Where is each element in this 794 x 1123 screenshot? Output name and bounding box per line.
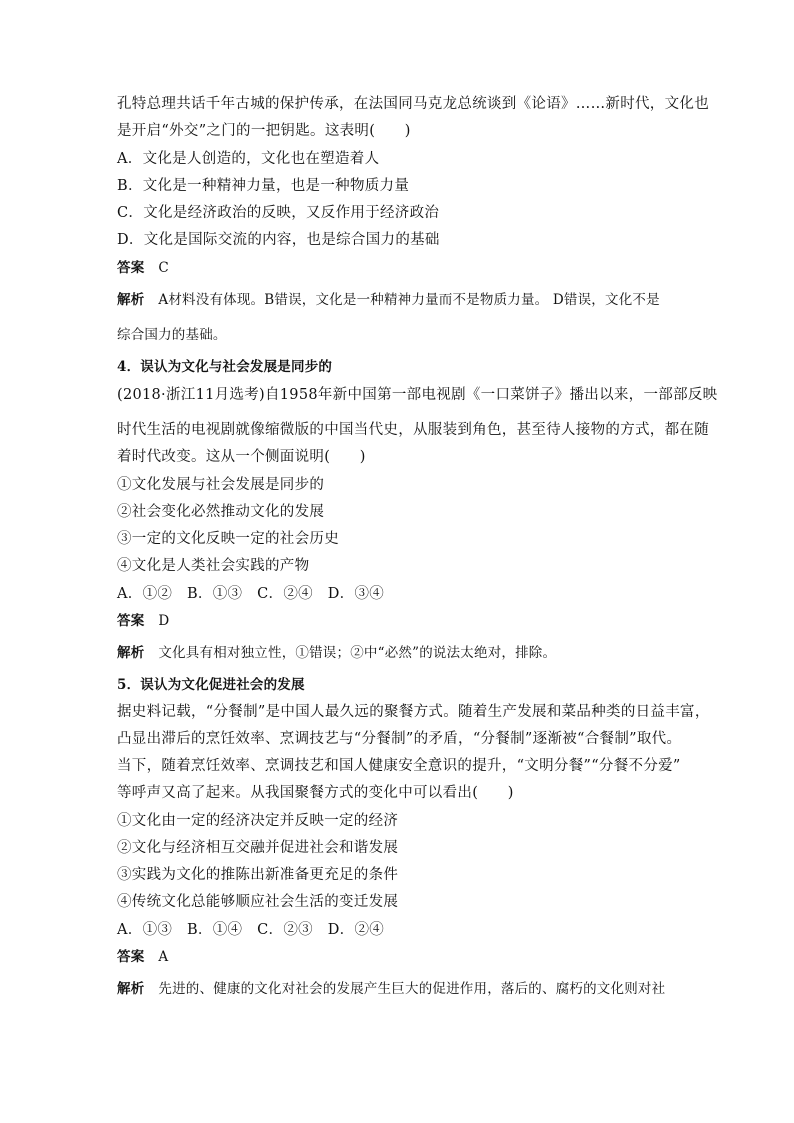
s5-stem-line-3: 当下，随着烹饪效率、烹调技艺和国人健康安全意识的提升，“文明分餐”“分餐不分爱” [117,758,681,774]
analysis-label: 解析 [117,981,145,997]
s5-item-4: ④传统文化总能够顺应社会生活的变迁发展 [117,894,399,910]
analysis-label: 解析 [117,645,145,661]
q3-analysis [117,290,660,310]
q3-stem-line-2: 是开启“外交”之门的一把钥匙。这表明( ) [117,123,411,139]
s4-stem-line-2: 时代生活的电视剧就像缩微版的中国当代史，从服装到角色，甚至待人接物的方式，都在随 [117,422,709,438]
analysis-label: 解析 [117,292,145,308]
s4-answer [117,611,169,631]
answer-label: 答案 [117,613,145,629]
s5-stem-line-1: 据史料记载，“分餐制”是中国人最久远的聚餐方式。随着生产发展和菜品种类的日益丰富， [117,704,710,720]
s4-choices: A．①② B．①③ C．②④ D．③④ [117,586,385,602]
q3-answer [117,258,169,278]
s5-item-3: ③实践为文化的推陈出新准备更充足的条件 [117,867,399,883]
s5-answer [117,947,168,967]
s4-analysis [117,643,556,663]
answer-value: C [158,260,169,276]
s4-stem-line-1: (2018·浙江11月选考)自1958年新中国第一部电视剧《一口菜饼子》播出以来，一部部反映 [117,387,718,403]
s5-item-2: ②文化与经济相互交融并促进社会和谐发展 [117,840,399,856]
s4-item-2: ②社会变化必然推动文化的发展 [117,504,325,520]
answer-label: 答案 [117,260,145,276]
q3-option-a: A．文化是人创造的，文化也在塑造着人 [117,151,380,167]
s5-stem-line-4: 等呼声又高了起来。从我国聚餐方式的变化中可以看出( ) [117,785,514,801]
q3-stem-line-1: 孔特总理共话千年古城的保护传承，在法国同马克龙总统谈到《论语》……新时代，文化也 [117,96,709,112]
q3-option-b: B．文化是一种精神力量，也是一种物质力量 [117,178,410,194]
s5-analysis [117,979,665,999]
analysis-text: A材料没有体现。B错误，文化是一种精神力量而不是物质力量。 D错误，文化不是 [158,292,660,308]
section-5-heading: 5．误认为文化促进社会的发展 [117,677,305,693]
s5-stem-line-2: 凸显出滞后的烹饪效率、烹调技艺与“分餐制”的矛盾，“分餐制”逐渐被“合餐制”取代。 [117,731,682,747]
analysis-text: 文化具有相对独立性，①错误；②中“必然”的说法太绝对，排除。 [158,645,557,661]
s4-stem-line-3: 着时代改变。这从一个侧面说明( ) [117,449,366,465]
analysis-text: 先进的、健康的文化对社会的发展产生巨大的促进作用，落后的、腐朽的文化则对社 [158,981,666,997]
answer-value: D [158,613,170,629]
answer-label: 答案 [117,949,145,965]
q3-option-c: C．文化是经济政治的反映，又反作用于经济政治 [117,205,440,221]
q3-analysis-line-2: 综合国力的基础。 [117,327,227,343]
section-4-heading: 4．误认为文化与社会发展是同步的 [117,359,333,375]
s4-item-3: ③一定的文化反映一定的社会历史 [117,531,339,547]
answer-value: A [158,949,169,965]
s4-item-4: ④文化是人类社会实践的产物 [117,558,310,574]
s4-item-1: ①文化发展与社会发展是同步的 [117,477,325,493]
s5-item-1: ①文化由一定的经济决定并反映一定的经济 [117,813,399,829]
q3-option-d: D．文化是国际交流的内容，也是综合国力的基础 [117,232,440,248]
s5-choices: A．①③ B．①④ C．②③ D．②④ [117,922,385,938]
